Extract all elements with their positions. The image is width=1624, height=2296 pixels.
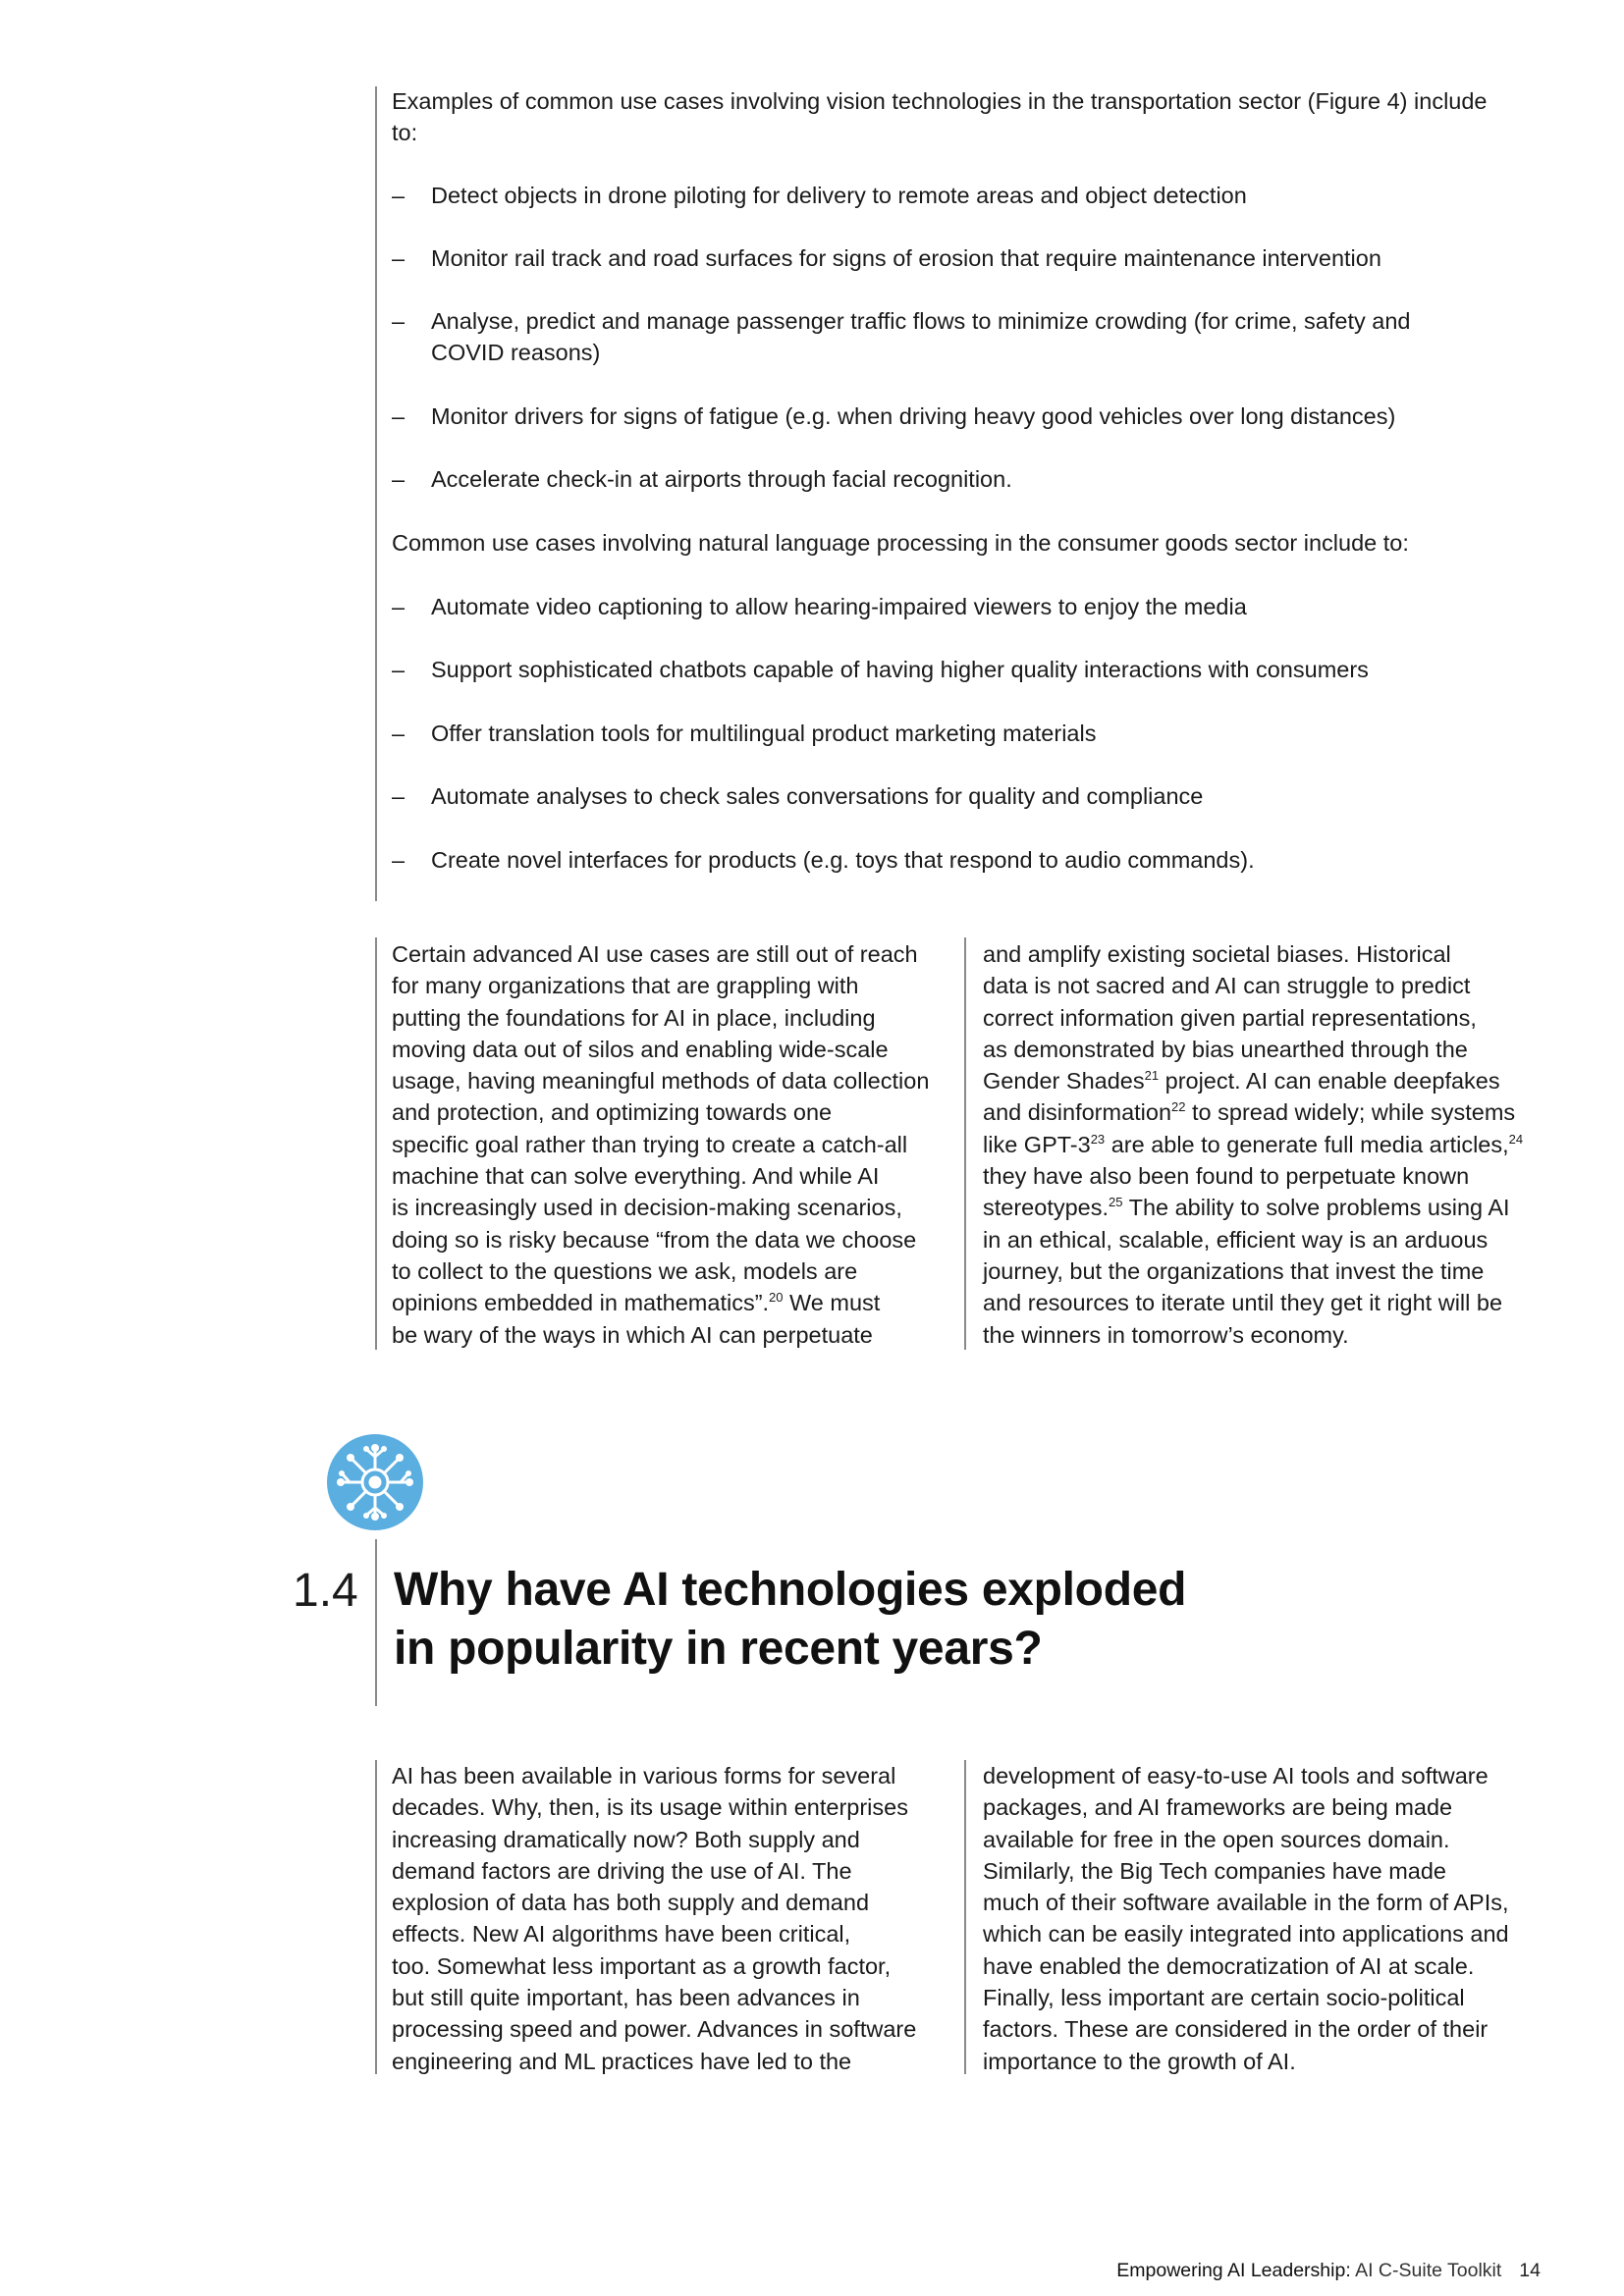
text-line: is increasingly used in decision-making scenarios, [392, 1195, 902, 1221]
text-fragment: opinions embedded in mathematics”. [392, 1290, 770, 1316]
list-item-vision-4 [392, 400, 1491, 432]
list-item-nlp-1 [392, 591, 1491, 622]
dash-marker: – [392, 657, 406, 682]
text-line: much of their software available in the form of APIs, [983, 1890, 1509, 1916]
footer-report-title: Empowering AI Leadership: [1116, 2260, 1351, 2281]
list-item-text: Offer translation tools for multilingual product marketing materials [431, 721, 1097, 746]
text-line: Finally, less important are certain socio-political [983, 1985, 1465, 2011]
dash-marker: – [392, 466, 406, 492]
text-line: too. Somewhat less important as a growth factor, [392, 1952, 892, 1979]
text-line: demand factors are driving the use of AI. The [392, 1857, 852, 1884]
text-fragment: Gender Shades [983, 1068, 1145, 1095]
text-line: putting the foundations for AI in place, including [392, 1004, 876, 1031]
text-fragment: are able to generate full media articles, [1105, 1131, 1509, 1157]
left-margin-rule-top [375, 86, 377, 901]
footnote-ref-20[interactable]: 20 [769, 1290, 784, 1306]
footer-subtitle: AI C-Suite Toolkit [1350, 2260, 1502, 2281]
list-item-text: Accelerate check-in at airports through facial recognition. [431, 466, 1012, 492]
text-line [983, 1129, 1562, 1160]
list-item-text: Create novel interfaces for products (e.g. toys that respond to audio commands). [431, 847, 1255, 873]
footnote-ref-25[interactable]: 25 [1109, 1195, 1123, 1210]
body-column-left [392, 938, 971, 1351]
text-line: which can be easily integrated into applications and [983, 1921, 1509, 1948]
footnote-ref-24[interactable]: 24 [1508, 1131, 1524, 1147]
list-item-vision-5 [392, 463, 1491, 495]
footnote-ref-23[interactable]: 23 [1090, 1131, 1106, 1147]
text-line: as demonstrated by bias unearthed through the [983, 1036, 1468, 1062]
list-item-text: Support sophisticated chatbots capable of having higher quality interactions with consumers [431, 657, 1369, 682]
dash-marker: – [392, 245, 406, 271]
text-fragment: like GPT-3 [983, 1131, 1091, 1157]
text-line: development of easy-to-use AI tools and software [983, 1763, 1489, 1789]
dash-marker: – [392, 783, 406, 809]
text-line: packages, and AI frameworks are being made [983, 1794, 1453, 1821]
text-fragment: and disinformation [983, 1099, 1172, 1126]
section-title-line-1: Why have AI technologies exploded [394, 1564, 1187, 1616]
text-line: Certain advanced AI use cases are still out of reach [392, 941, 918, 967]
text-line: explosion of data has both supply and demand [392, 1890, 870, 1916]
text-line: have enabled the democratization of AI at scale. [983, 1952, 1475, 1979]
list-item-text: Automate video captioning to allow hearing-impaired viewers to enjoy the media [431, 594, 1247, 619]
section-title [394, 1561, 1186, 1679]
text-line: in an ethical, scalable, efficient way is an arduous [983, 1226, 1489, 1253]
text-line [983, 1096, 1562, 1128]
list-item-text: Monitor rail track and road surfaces for signs of erosion that require maintenance intervention [431, 245, 1381, 271]
text-line: moving data out of silos and enabling wide-scale [392, 1036, 889, 1062]
text-line: factors. These are considered in the order of their [983, 2016, 1489, 2043]
left-rule-section-columns [375, 1760, 377, 2074]
left-rule-columns [375, 937, 377, 1350]
list-item-nlp-5 [392, 844, 1491, 876]
text-line: and resources to iterate until they get it right will be [983, 1290, 1503, 1316]
text-fragment: The ability to solve problems using AI [1122, 1195, 1510, 1221]
body-column-right [983, 938, 1562, 1351]
text-line: but still quite important, has been advances in [392, 1985, 860, 2011]
text-line: processing speed and power. Advances in software [392, 2016, 917, 2043]
vision-intro: Examples of common use cases involving vision technologies in the transportation sector (Figure 4) include to: [392, 88, 1488, 146]
list-item-vision-1 [392, 180, 1491, 211]
text-line: data is not sacred and AI can struggle to predict [983, 973, 1471, 999]
text-line: effects. New AI algorithms have been critical, [392, 1921, 851, 1948]
text-line: importance to the growth of AI. [983, 2048, 1296, 2074]
text-line: the winners in tomorrow’s economy. [983, 1321, 1349, 1348]
list-item-text: Monitor drivers for signs of fatigue (e.g. when driving heavy good vehicles over long distances) [431, 403, 1396, 429]
nlp-intro: Common use cases involving natural language processing in the consumer goods sector include to: [392, 530, 1409, 556]
text-line: and protection, and optimizing towards one [392, 1099, 833, 1126]
text-line: doing so is risky because “from the data we choose [392, 1226, 917, 1253]
text-line: they have also been found to perpetuate known [983, 1163, 1470, 1190]
text-fragment: project. AI can enable deepfakes [1159, 1068, 1500, 1095]
text-line: decades. Why, then, is its usage within enterprises [392, 1794, 908, 1821]
footnote-ref-22[interactable]: 22 [1171, 1099, 1186, 1115]
list-item-vision-3 [392, 305, 1457, 369]
dash-marker: – [392, 847, 406, 873]
page-number: 14 [1519, 2260, 1541, 2281]
list-item-text: Detect objects in drone piloting for delivery to remote areas and object detection [431, 183, 1247, 208]
text-line [392, 1287, 971, 1318]
section-column-right [983, 1760, 1562, 2077]
text-line: available for free in the open sources domain. [983, 1826, 1450, 1852]
list-item-nlp-2 [392, 654, 1491, 685]
dash-marker: – [392, 308, 406, 334]
text-line: correct information given partial representations, [983, 1004, 1477, 1031]
footnote-ref-21[interactable]: 21 [1144, 1068, 1160, 1084]
text-line: be wary of the ways in which AI can perpetuate [392, 1321, 873, 1348]
dash-marker: – [392, 594, 406, 619]
dash-marker: – [392, 183, 406, 208]
list-item-text: Automate analyses to check sales conversations for quality and compliance [431, 783, 1204, 809]
text-fragment: stereotypes. [983, 1195, 1110, 1221]
list-item-vision-2 [392, 242, 1491, 274]
section-heading-rule [375, 1539, 377, 1706]
dash-marker: – [392, 403, 406, 429]
text-fragment: to spread widely; while systems [1185, 1099, 1516, 1126]
list-item-nlp-4 [392, 780, 1491, 812]
section-number: 1.4 [293, 1565, 358, 1617]
list-item-text: Analyse, predict and manage passenger traffic flows to minimize crowding (for crime, safety and COVID reasons) [431, 308, 1411, 366]
text-line: specific goal rather than trying to create a catch-all [392, 1131, 908, 1157]
text-line [983, 1192, 1562, 1223]
text-line: engineering and ML practices have led to the [392, 2048, 852, 2074]
text-line: and amplify existing societal biases. Historical [983, 941, 1451, 967]
dash-marker: – [392, 721, 406, 746]
text-line: journey, but the organizations that invest the time [983, 1257, 1485, 1284]
text-line: machine that can solve everything. And while AI [392, 1163, 880, 1190]
text-line: usage, having meaningful methods of data collection [392, 1068, 930, 1095]
text-line: increasing dramatically now? Both supply and [392, 1826, 860, 1852]
text-line: Similarly, the Big Tech companies have made [983, 1857, 1446, 1884]
text-line: AI has been available in various forms for several [392, 1763, 896, 1789]
section-title-line-2: in popularity in recent years? [394, 1623, 1043, 1675]
section-column-left [392, 1760, 971, 2077]
text-line: to collect to the questions we ask, models are [392, 1257, 858, 1284]
ai-network-icon [326, 1433, 424, 1531]
text-line [983, 1065, 1562, 1096]
text-line: for many organizations that are grappling with [392, 973, 859, 999]
text-fragment: We must [783, 1290, 881, 1316]
page-footer [1116, 2260, 1541, 2282]
list-item-nlp-3 [392, 718, 1491, 749]
